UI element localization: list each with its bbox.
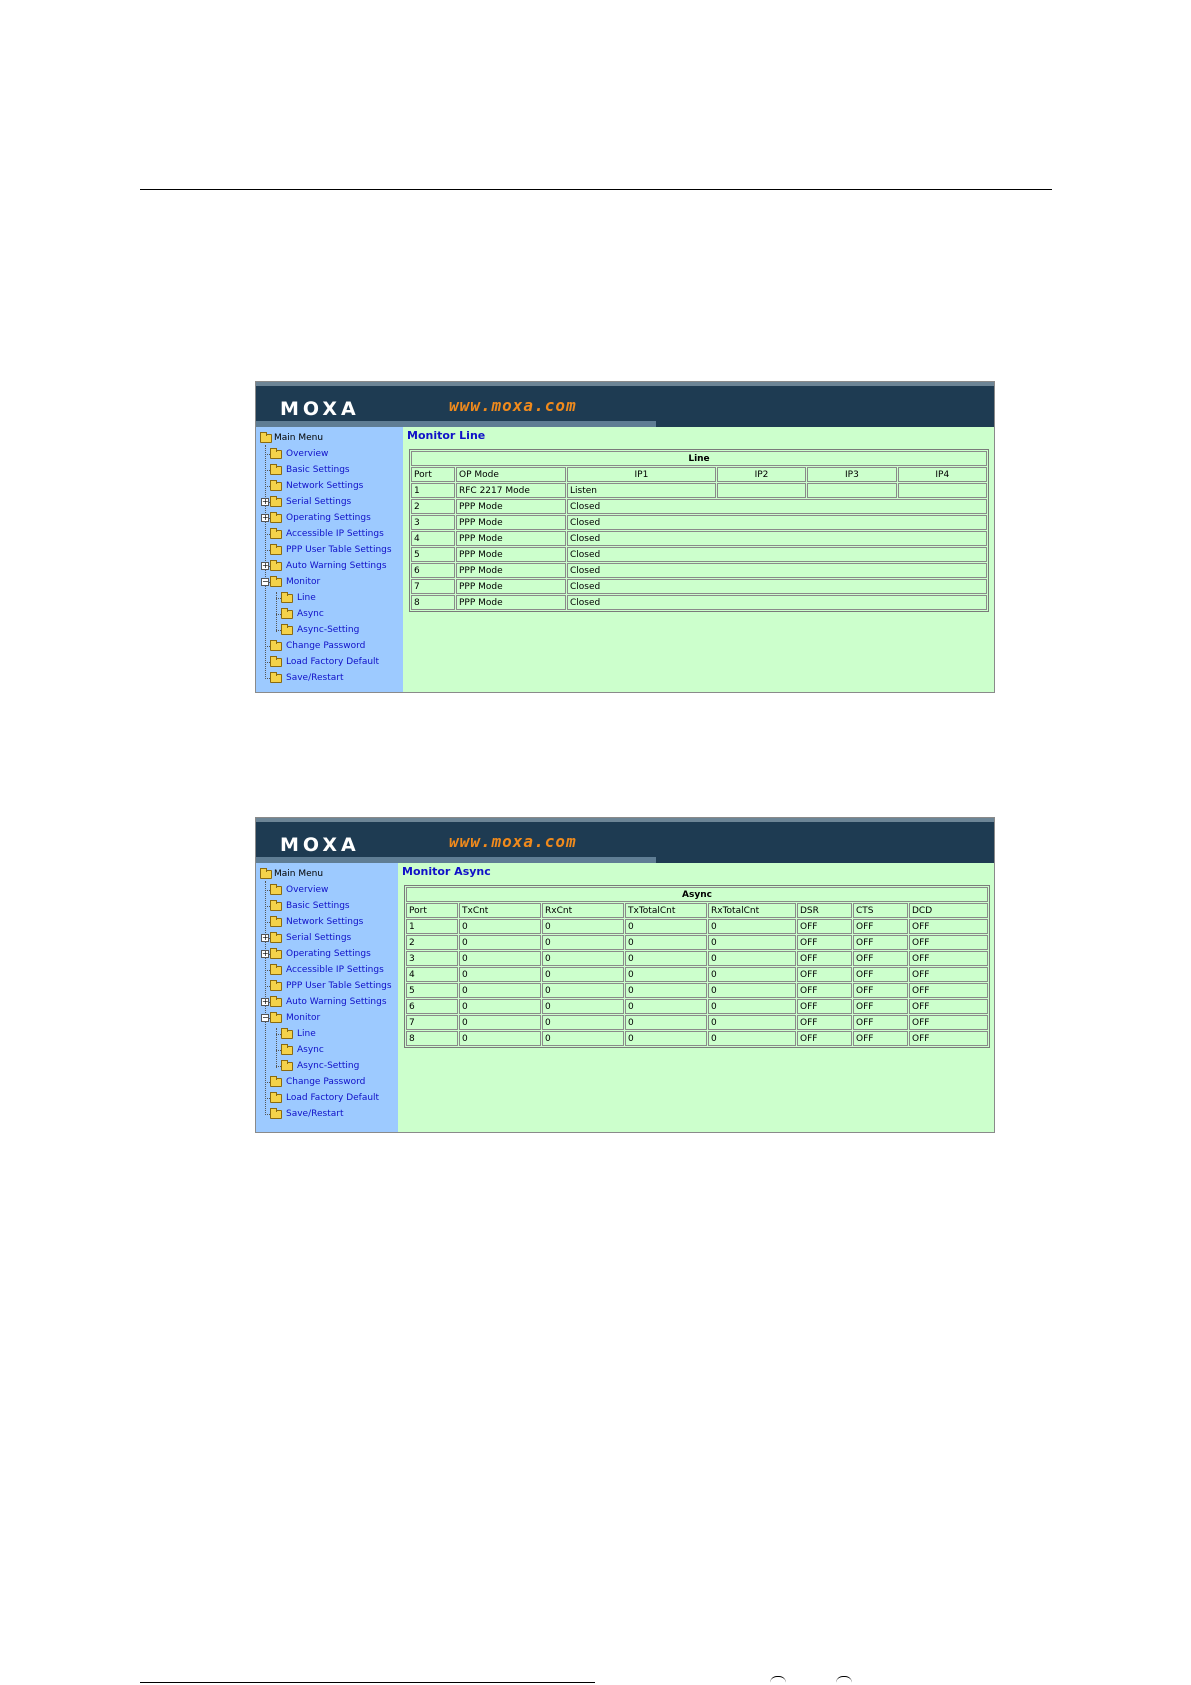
table-row: [406, 935, 988, 950]
moxa-url: www.moxa.com: [449, 832, 577, 851]
tree-line: [276, 592, 277, 632]
table-row: [411, 515, 987, 530]
folder-icon: [281, 610, 293, 619]
rxcnt-cell: 0: [542, 951, 624, 966]
expand-icon[interactable]: +: [262, 513, 269, 522]
folder-icon: [270, 578, 282, 587]
main-menu-sidebar: [256, 427, 403, 692]
dcd-cell: OFF: [909, 919, 988, 934]
txcnt-cell: 0: [459, 935, 541, 950]
port-cell: 3: [411, 515, 455, 530]
menu-item-label: PPP User Table Settings: [286, 981, 392, 991]
ip4-cell: [898, 483, 987, 498]
main-menu-sidebar: [256, 863, 398, 1132]
txcnt-cell: 0: [459, 1015, 541, 1030]
menu-item-accessible-ip-settings[interactable]: [256, 962, 398, 978]
txtotalcnt-cell: 0: [625, 919, 707, 934]
menu-item-label: Basic Settings: [286, 465, 350, 475]
port-cell: 4: [406, 967, 458, 982]
menu-item-label: Load Factory Default: [286, 657, 380, 667]
moxa-banner: [256, 382, 994, 427]
moxa-logo: MOXA: [280, 398, 360, 420]
menu-item-label: Change Password: [286, 641, 366, 651]
async-col-dsr: DSR: [797, 903, 852, 918]
cts-cell: OFF: [853, 935, 908, 950]
menu-item-label: Monitor: [286, 1013, 321, 1023]
expand-icon[interactable]: +: [262, 997, 269, 1006]
txcnt-cell: 0: [459, 919, 541, 934]
menu-item-accessible-ip-settings[interactable]: [256, 526, 403, 542]
menu-item-label: Change Password: [286, 1077, 366, 1087]
folder-icon: [260, 870, 272, 879]
page-top-rule: [140, 189, 1052, 190]
txcnt-cell: 0: [459, 1031, 541, 1046]
folder-icon: [270, 1014, 282, 1023]
menu-item-label: Async: [297, 609, 324, 619]
table-row: [406, 983, 988, 998]
rxtotalcnt-cell: 0: [708, 1015, 796, 1030]
menu-item-monitor[interactable]: [256, 574, 403, 590]
dsr-cell: OFF: [797, 999, 852, 1014]
dcd-cell: OFF: [909, 951, 988, 966]
line-group-header: Line: [411, 451, 987, 466]
folder-icon: [270, 514, 282, 523]
dsr-cell: OFF: [797, 1015, 852, 1030]
txtotalcnt-cell: 0: [625, 999, 707, 1014]
cts-cell: OFF: [853, 983, 908, 998]
menu-item-ppp-user-table-settings[interactable]: [256, 978, 398, 994]
page-bottom-rule: [140, 1682, 595, 1683]
op-mode-cell: RFC 2217 Mode: [456, 483, 566, 498]
menu-item-serial-settings[interactable]: [256, 494, 403, 510]
folder-icon: [270, 966, 282, 975]
expand-icon[interactable]: +: [262, 497, 269, 506]
menu-item-label: Serial Settings: [286, 933, 352, 943]
port-cell: 1: [411, 483, 455, 498]
table-row: [406, 967, 988, 982]
content-area: [398, 863, 994, 1132]
page-title: Monitor Line: [407, 429, 486, 442]
menu-item-label: Accessible IP Settings: [286, 965, 384, 975]
rxcnt-cell: 0: [542, 919, 624, 934]
folder-icon: [270, 674, 282, 683]
menu-item-label: Auto Warning Settings: [286, 561, 387, 571]
table-row: [411, 595, 987, 610]
menu-item-auto-warning-settings[interactable]: [256, 558, 403, 574]
line-col-ip3: IP3: [807, 467, 896, 482]
menu-item-monitor-async-setting[interactable]: [256, 622, 403, 638]
menu-item-label: Overview: [286, 885, 329, 895]
port-cell: 8: [411, 595, 455, 610]
menu-item-label: Async-Setting: [297, 1061, 360, 1071]
txtotalcnt-cell: 0: [625, 951, 707, 966]
table-row: [406, 951, 988, 966]
port-cell: 6: [406, 999, 458, 1014]
rxtotalcnt-cell: 0: [708, 1031, 796, 1046]
async-col-dcd: DCD: [909, 903, 988, 918]
txtotalcnt-cell: 0: [625, 967, 707, 982]
async-col-cts: CTS: [853, 903, 908, 918]
cts-cell: OFF: [853, 919, 908, 934]
moxa-logo: MOXA: [280, 834, 360, 856]
port-cell: 8: [406, 1031, 458, 1046]
rxcnt-cell: 0: [542, 983, 624, 998]
menu-item-save-restart[interactable]: [256, 1106, 398, 1122]
menu-item-basic-settings[interactable]: [256, 462, 403, 478]
screenshot-monitor-line: [255, 381, 995, 693]
menu-item-monitor-line[interactable]: [256, 1026, 398, 1042]
cts-cell: OFF: [853, 1015, 908, 1030]
menu-item-overview[interactable]: [256, 446, 403, 462]
table-row: [406, 999, 988, 1014]
folder-icon: [270, 530, 282, 539]
dsr-cell: OFF: [797, 919, 852, 934]
port-cell: 3: [406, 951, 458, 966]
folder-icon: [270, 934, 282, 943]
line-col-ip2: IP2: [717, 467, 806, 482]
folder-icon: [270, 466, 282, 475]
ip3-cell: [807, 483, 896, 498]
folder-icon: [270, 642, 282, 651]
status-cell: Closed: [567, 579, 987, 594]
dcd-cell: OFF: [909, 983, 988, 998]
moxa-banner: [256, 818, 994, 863]
folder-icon: [281, 1030, 293, 1039]
port-cell: 7: [411, 579, 455, 594]
menu-item-label: Save/Restart: [286, 1109, 344, 1119]
menu-item-label: Load Factory Default: [286, 1093, 380, 1103]
dcd-cell: OFF: [909, 1031, 988, 1046]
table-row: [411, 531, 987, 546]
port-cell: 1: [406, 919, 458, 934]
rxtotalcnt-cell: 0: [708, 935, 796, 950]
op-mode-cell: PPP Mode: [456, 515, 566, 530]
status-cell: Closed: [567, 595, 987, 610]
dcd-cell: OFF: [909, 967, 988, 982]
menu-item-operating-settings[interactable]: [256, 510, 403, 526]
txcnt-cell: 0: [459, 983, 541, 998]
rxtotalcnt-cell: 0: [708, 919, 796, 934]
dsr-cell: OFF: [797, 951, 852, 966]
folder-icon: [270, 902, 282, 911]
ip1-cell: Listen: [567, 483, 716, 498]
async-table: [404, 885, 990, 1048]
op-mode-cell: PPP Mode: [456, 499, 566, 514]
folder-icon: [270, 546, 282, 555]
async-col-txtotalcnt: TxTotalCnt: [625, 903, 707, 918]
port-cell: 7: [406, 1015, 458, 1030]
async-header-row: [406, 903, 988, 918]
menu-item-label: Network Settings: [286, 917, 364, 927]
txcnt-cell: 0: [459, 967, 541, 982]
page-bottom-mark: [836, 1676, 852, 1683]
txtotalcnt-cell: 0: [625, 935, 707, 950]
collapse-icon[interactable]: −: [262, 1013, 269, 1022]
menu-item-label: Operating Settings: [286, 513, 371, 523]
menu-item-label: PPP User Table Settings: [286, 545, 392, 555]
folder-icon: [281, 626, 293, 635]
port-cell: 6: [411, 563, 455, 578]
folder-icon: [270, 950, 282, 959]
dsr-cell: OFF: [797, 935, 852, 950]
menu-item-label: Auto Warning Settings: [286, 997, 387, 1007]
line-col-ip4: IP4: [898, 467, 987, 482]
line-col-ip1: IP1: [567, 467, 716, 482]
moxa-url: www.moxa.com: [449, 396, 577, 415]
menu-item-label: Line: [297, 593, 316, 603]
ip2-cell: [717, 483, 806, 498]
folder-icon: [270, 998, 282, 1007]
table-row: [411, 579, 987, 594]
menu-item-monitor-async[interactable]: [256, 1042, 398, 1058]
menu-item-serial-settings[interactable]: [256, 930, 398, 946]
rxcnt-cell: 0: [542, 1015, 624, 1030]
folder-icon: [281, 594, 293, 603]
txtotalcnt-cell: 0: [625, 1015, 707, 1030]
port-cell: 2: [406, 935, 458, 950]
content-area: [403, 427, 994, 692]
menu-item-load-factory-default[interactable]: [256, 654, 403, 670]
line-col-op-mode: OP Mode: [456, 467, 566, 482]
dsr-cell: OFF: [797, 983, 852, 998]
menu-item-overview[interactable]: [256, 882, 398, 898]
txtotalcnt-cell: 0: [625, 1031, 707, 1046]
status-cell: Closed: [567, 547, 987, 562]
menu-item-network-settings[interactable]: [256, 914, 398, 930]
expand-icon[interactable]: +: [262, 949, 269, 958]
folder-icon: [270, 982, 282, 991]
txcnt-cell: 0: [459, 999, 541, 1014]
status-cell: Closed: [567, 515, 987, 530]
cts-cell: OFF: [853, 999, 908, 1014]
rxtotalcnt-cell: 0: [708, 983, 796, 998]
op-mode-cell: PPP Mode: [456, 547, 566, 562]
menu-item-label: Line: [297, 1029, 316, 1039]
status-cell: Closed: [567, 531, 987, 546]
menu-item-label: Accessible IP Settings: [286, 529, 384, 539]
rxcnt-cell: 0: [542, 935, 624, 950]
cts-cell: OFF: [853, 967, 908, 982]
menu-item-label: Serial Settings: [286, 497, 352, 507]
main-menu-label: Main Menu: [274, 869, 324, 879]
rxtotalcnt-cell: 0: [708, 951, 796, 966]
async-col-rxtotalcnt: RxTotalCnt: [708, 903, 796, 918]
table-row: [406, 1015, 988, 1030]
menu-item-basic-settings[interactable]: [256, 898, 398, 914]
dcd-cell: OFF: [909, 1015, 988, 1030]
table-row: [406, 919, 988, 934]
folder-icon: [270, 1094, 282, 1103]
main-menu-label: Main Menu: [274, 433, 324, 443]
cts-cell: OFF: [853, 951, 908, 966]
menu-item-network-settings[interactable]: [256, 478, 403, 494]
port-cell: 2: [411, 499, 455, 514]
dcd-cell: OFF: [909, 999, 988, 1014]
table-row: [406, 1031, 988, 1046]
menu-item-save-restart[interactable]: [256, 670, 403, 686]
expand-icon[interactable]: +: [262, 561, 269, 570]
line-col-port: Port: [411, 467, 455, 482]
table-row: [411, 547, 987, 562]
async-col-rxcnt: RxCnt: [542, 903, 624, 918]
main-menu-root[interactable]: [256, 866, 398, 882]
txtotalcnt-cell: 0: [625, 983, 707, 998]
menu-item-label: Overview: [286, 449, 329, 459]
status-cell: Closed: [567, 499, 987, 514]
rxcnt-cell: 0: [542, 999, 624, 1014]
menu-item-change-password[interactable]: [256, 1074, 398, 1090]
menu-item-monitor-async-setting[interactable]: [256, 1058, 398, 1074]
menu-item-ppp-user-table-settings[interactable]: [256, 542, 403, 558]
folder-icon: [281, 1046, 293, 1055]
table-row: [411, 499, 987, 514]
menu-item-label: Async: [297, 1045, 324, 1055]
menu-item-load-factory-default[interactable]: [256, 1090, 398, 1106]
menu-item-monitor[interactable]: [256, 1010, 398, 1026]
async-group-header: Async: [406, 887, 988, 902]
folder-icon: [270, 658, 282, 667]
collapse-icon[interactable]: −: [262, 577, 269, 586]
main-menu-root[interactable]: [256, 430, 403, 446]
rxtotalcnt-cell: 0: [708, 999, 796, 1014]
rxcnt-cell: 0: [542, 1031, 624, 1046]
menu-item-label: Network Settings: [286, 481, 364, 491]
folder-icon: [270, 482, 282, 491]
menu-item-monitor-async[interactable]: [256, 606, 403, 622]
op-mode-cell: PPP Mode: [456, 563, 566, 578]
folder-icon: [270, 498, 282, 507]
folder-icon: [270, 1110, 282, 1119]
op-mode-cell: PPP Mode: [456, 531, 566, 546]
menu-item-label: Monitor: [286, 577, 321, 587]
folder-icon: [270, 886, 282, 895]
table-row: [411, 483, 987, 498]
folder-icon: [260, 434, 272, 443]
dsr-cell: OFF: [797, 967, 852, 982]
page-title: Monitor Async: [402, 865, 491, 878]
menu-item-monitor-line[interactable]: [256, 590, 403, 606]
dsr-cell: OFF: [797, 1031, 852, 1046]
cts-cell: OFF: [853, 1031, 908, 1046]
line-table: [409, 449, 989, 612]
menu-item-label: Async-Setting: [297, 625, 360, 635]
async-col-txcnt: TxCnt: [459, 903, 541, 918]
menu-item-label: Basic Settings: [286, 901, 350, 911]
menu-item-change-password[interactable]: [256, 638, 403, 654]
menu-item-auto-warning-settings[interactable]: [256, 994, 398, 1010]
rxcnt-cell: 0: [542, 967, 624, 982]
expand-icon[interactable]: +: [262, 933, 269, 942]
txcnt-cell: 0: [459, 951, 541, 966]
folder-icon: [270, 450, 282, 459]
table-row: [411, 563, 987, 578]
screenshot-monitor-async: [255, 817, 995, 1133]
folder-icon: [270, 918, 282, 927]
status-cell: Closed: [567, 563, 987, 578]
folder-icon: [270, 1078, 282, 1087]
op-mode-cell: PPP Mode: [456, 579, 566, 594]
page-bottom-mark: [770, 1676, 786, 1683]
menu-item-label: Save/Restart: [286, 673, 344, 683]
port-cell: 5: [406, 983, 458, 998]
dcd-cell: OFF: [909, 935, 988, 950]
op-mode-cell: PPP Mode: [456, 595, 566, 610]
rxtotalcnt-cell: 0: [708, 967, 796, 982]
folder-icon: [270, 562, 282, 571]
menu-item-operating-settings[interactable]: [256, 946, 398, 962]
port-cell: 4: [411, 531, 455, 546]
port-cell: 5: [411, 547, 455, 562]
async-col-port: Port: [406, 903, 458, 918]
line-header-row: [411, 467, 987, 482]
menu-item-label: Operating Settings: [286, 949, 371, 959]
tree-line: [276, 1028, 277, 1068]
folder-icon: [281, 1062, 293, 1071]
